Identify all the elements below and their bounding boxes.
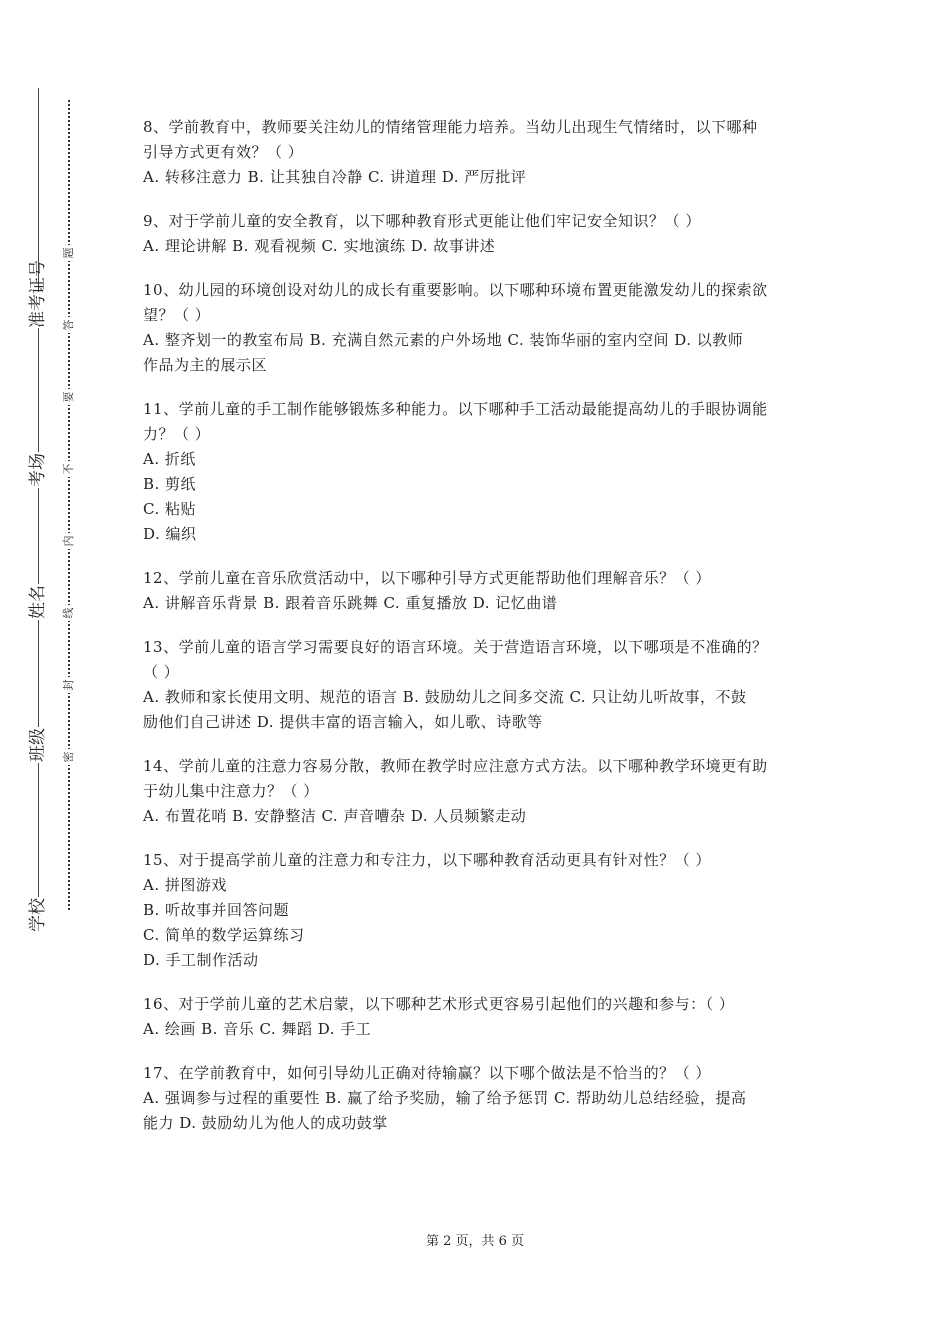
option-c: C. 粘贴: [143, 500, 196, 518]
seal-char: 内: [62, 533, 76, 549]
option-a: A. 折纸: [143, 450, 196, 468]
question-16: [143, 992, 813, 1042]
question-15: [143, 848, 813, 973]
question-text: 望？（ ）: [143, 306, 211, 324]
question-options: 能力 D. 鼓励幼儿为他人的成功鼓掌: [143, 1114, 388, 1132]
question-12: [143, 566, 813, 616]
question-text: 9、对于学前儿童的安全教育，以下哪种教育形式更能让他们牢记安全知识？（ ）: [143, 212, 701, 230]
student-name-label: 姓名: [28, 585, 48, 619]
question-text: 11、学前儿童的手工制作能够锻炼多种能力。以下哪种手工活动最能提高幼儿的手眼协调能: [143, 400, 768, 418]
question-17: [143, 1061, 813, 1136]
question-text: 16、对于学前儿童的艺术启蒙，以下哪种艺术形式更容易引起他们的兴趣和参与：（ ）: [143, 995, 735, 1013]
question-list: [143, 115, 813, 1155]
option-a: A. 拼图游戏: [143, 876, 227, 894]
exam-id-label: 准考证号: [28, 260, 48, 328]
seal-dotted-line: [68, 100, 70, 910]
question-text: 14、学前儿童的注意力容易分散，教师在教学时应注意方式方法。以下哪种教学环境更有助: [143, 757, 768, 775]
question-text: 于幼儿集中注意力？（ ）: [143, 782, 319, 800]
question-options: 作品为主的展示区: [143, 356, 268, 374]
question-text: （ ）: [143, 663, 180, 681]
question-text: 17、在学前教育中，如何引导幼儿正确对待输赢？以下哪个做法是不恰当的？（ ）: [143, 1064, 711, 1082]
question-options: A. 理论讲解 B. 观看视频 C. 实地演练 D. 故事讲述: [143, 237, 496, 255]
seal-char: 线: [62, 605, 76, 621]
question-options: A. 绘画 B. 音乐 C. 舞蹈 D. 手工: [143, 1020, 372, 1038]
question-14: [143, 754, 813, 829]
question-options: A. 整齐划一的教室布局 B. 充满自然元素的户外场地 C. 装饰华丽的室内空间 D. 以教师: [143, 331, 744, 349]
seal-char: 答: [62, 317, 76, 333]
exam-room-label: 考场: [28, 453, 48, 487]
question-11: [143, 397, 813, 547]
question-text: 12、学前儿童在音乐欣赏活动中，以下哪种引导方式更能帮助他们理解音乐？（ ）: [143, 569, 711, 587]
question-text: 10、幼儿园的环境创设对幼儿的成长有重要影响。以下哪种环境布置更能激发幼儿的探索欲: [143, 281, 768, 299]
option-b: B. 听故事并回答问题: [143, 901, 290, 919]
question-options: 励他们自己讲述 D. 提供丰富的语言输入，如儿歌、诗歌等: [143, 713, 543, 731]
question-options: A. 转移注意力 B. 让其独自冷静 C. 讲道理 D. 严厉批评: [143, 168, 527, 186]
option-c: C. 简单的数学运算练习: [143, 926, 305, 944]
question-8: [143, 115, 813, 190]
question-options: A. 讲解音乐背景 B. 跟着音乐跳舞 C. 重复播放 D. 记忆曲谱: [143, 594, 558, 612]
seal-char: 密: [62, 749, 76, 765]
question-text: 力？（ ）: [143, 425, 211, 443]
question-9: [143, 209, 813, 259]
question-text: 8、学前教育中，教师要关注幼儿的情绪管理能力培养。当幼儿出现生气情绪时，以下哪种: [143, 118, 758, 136]
question-text: 13、学前儿童的语言学习需要良好的语言环境。关于营造语言环境，以下哪项是不准确的？: [143, 638, 768, 656]
seal-char: 题: [62, 245, 76, 261]
question-10: [143, 278, 813, 378]
seal-char: 不: [62, 461, 76, 477]
binding-margin: [0, 0, 110, 1344]
class-label: 班级: [28, 728, 48, 762]
school-label: 学校: [28, 898, 48, 932]
option-d: D. 编织: [143, 525, 197, 543]
page-number: 第 2 页，共 6 页: [425, 1234, 525, 1249]
question-options: A. 布置花哨 B. 安静整洁 C. 声音嘈杂 D. 人员频繁走动: [143, 807, 527, 825]
option-b: B. 剪纸: [143, 475, 197, 493]
seal-char: 要: [62, 389, 76, 405]
question-text: 15、对于提高学前儿童的注意力和专注力，以下哪种教育活动更具有针对性？（ ）: [143, 851, 711, 869]
question-options: A. 教师和家长使用文明、规范的语言 B. 鼓励幼儿之间多交流 C. 只让幼儿听故事，不鼓: [143, 688, 747, 706]
question-options: A. 强调参与过程的重要性 B. 赢了给予奖励，输了给予惩罚 C. 帮助幼儿总结经验，提高: [143, 1089, 747, 1107]
question-text: 引导方式更有效？（ ）: [143, 143, 304, 161]
option-d: D. 手工制作活动: [143, 951, 259, 969]
seal-char: 封: [62, 677, 76, 693]
question-13: [143, 635, 813, 735]
binding-solid-line: [38, 88, 39, 928]
